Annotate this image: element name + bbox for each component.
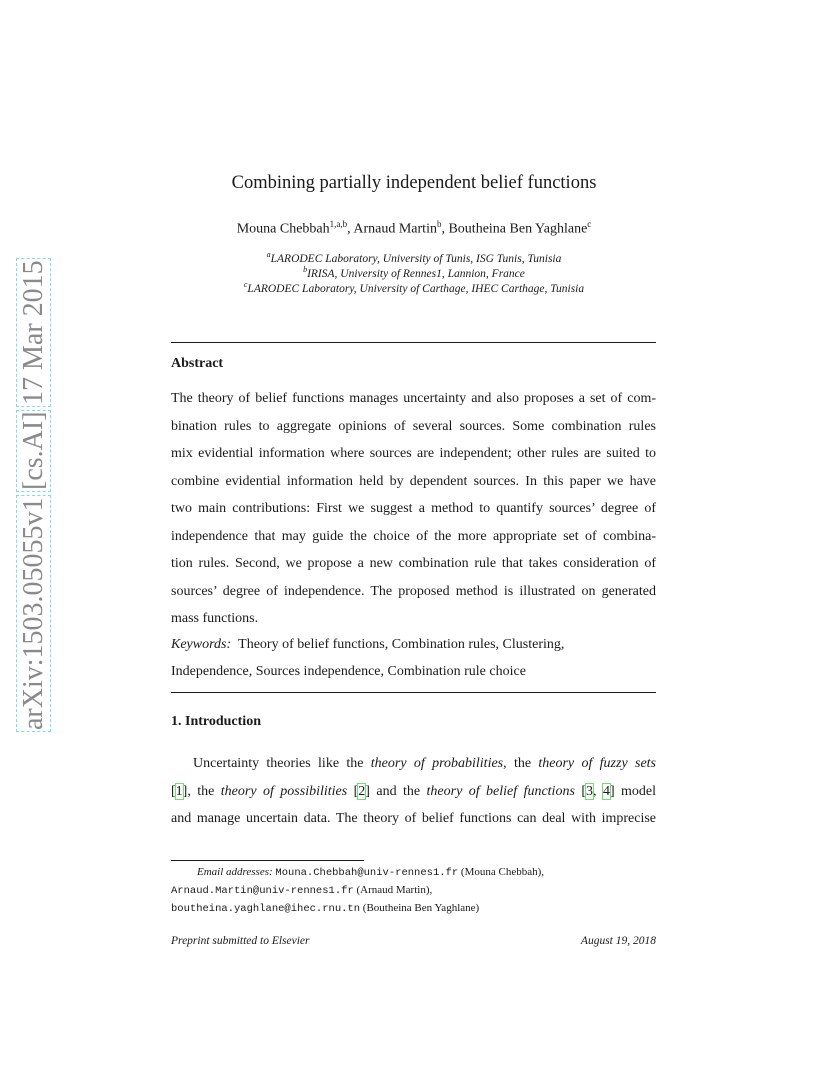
affiliation-a bbox=[0, 250, 828, 265]
author-sup: c bbox=[587, 219, 592, 229]
author-name: Boutheina Ben Yaghlane bbox=[448, 221, 588, 237]
paper-title: Combining partially independent belief functions bbox=[231, 173, 597, 193]
abstract-line: bination rules to aggregate opinions of several sources. Some combination rules bbox=[171, 418, 656, 434]
abstract-top-rule bbox=[171, 342, 656, 343]
abstract-line: combine evidential information held by dependent sources. In this paper we have bbox=[171, 473, 656, 489]
abstract-line: tion rules. Second, we propose a new combination rule that takes consideration of bbox=[171, 556, 656, 571]
arxiv-date: 17 Mar 2015 bbox=[18, 260, 49, 405]
introduction-body bbox=[171, 750, 656, 833]
footnote-label: Email addresses: bbox=[197, 866, 273, 878]
footnote bbox=[171, 864, 671, 918]
author-sup: 1,a,b bbox=[329, 219, 348, 229]
introduction-heading: 1. Introduction bbox=[171, 714, 261, 729]
footnote-name: (Mouna Chebbah), bbox=[460, 866, 544, 878]
abstract-line: mix evidential information where sources are independent; other rules are suited to bbox=[171, 446, 656, 461]
keywords bbox=[171, 631, 656, 685]
keywords-label: Keywords: bbox=[171, 637, 232, 652]
author-name: Arnaud Martin bbox=[353, 221, 437, 237]
abstract-line: sources’ degree of independence. The proposed method is illustrated on generated bbox=[171, 583, 656, 599]
abstract-line: independence that may guide the choice of the more appropriate set of combina- bbox=[171, 528, 656, 544]
citation-link-2[interactable]: 2 bbox=[358, 783, 366, 799]
arxiv-id[interactable]: arXiv:1503.05055v1 bbox=[18, 497, 49, 730]
affiliation-text: IRISA, University of Rennes1, Lannion, France bbox=[307, 267, 525, 280]
affiliation-sup: a bbox=[266, 250, 271, 259]
affiliation-text: LARODEC Laboratory, University of Tunis, ISG Tunis, Tunisia bbox=[270, 252, 562, 265]
abstract-heading: Abstract bbox=[171, 356, 224, 371]
author-name: Mouna Chebbah bbox=[236, 221, 330, 237]
footer-right: August 19, 2018 bbox=[580, 935, 656, 947]
email-link[interactable]: Mouna.Chebbah@univ-rennes1.fr bbox=[275, 867, 459, 879]
affiliation-b bbox=[0, 265, 828, 280]
footnote-name: (Boutheina Ben Yaghlane) bbox=[362, 902, 480, 914]
keywords-line: Theory of belief functions, Combination rules, Clustering, bbox=[238, 637, 565, 652]
affiliation-sup: b bbox=[303, 265, 308, 274]
abstract-body bbox=[171, 385, 656, 633]
abstract-line: two main contributions: First we suggest a method to quantify sources’ degree of bbox=[171, 501, 656, 516]
footer-left: Preprint submitted to Elsevier bbox=[171, 935, 310, 947]
author-list: Mouna Chebbah$^{1,a,b}$, Arnaud Martin$^b$, Boutheina Ben Yaghlane$^c$ bbox=[236, 219, 592, 237]
intro-line: Uncertainty theories like the theory of probabilities, the theory of fuzzy sets bbox=[193, 756, 656, 771]
abstract-line: The theory of belief functions manages uncertainty and also proposes a set of com- bbox=[171, 391, 656, 406]
email-link[interactable]: boutheina.yaghlane@ihec.rnu.tn bbox=[171, 903, 361, 915]
affiliation-text: LARODEC Laboratory, University of Carthage, IHEC Carthage, Tunisia bbox=[247, 282, 585, 295]
citation-link-4[interactable]: 4 bbox=[602, 783, 610, 799]
affiliation-sup: c bbox=[243, 280, 248, 289]
arxiv-stamp[interactable] bbox=[14, 258, 54, 732]
citation-link-1[interactable]: 1 bbox=[175, 783, 183, 799]
footnote-name: (Arnaud Martin), bbox=[356, 884, 433, 896]
affiliation-c bbox=[0, 280, 828, 295]
intro-line: and manage uncertain data. The theory of belief functions can deal with imprecise bbox=[171, 811, 656, 826]
footnote-rule bbox=[171, 860, 364, 861]
email-link[interactable]: Arnaud.Martin@univ-rennes1.fr bbox=[171, 885, 354, 897]
abstract-line: mass functions. bbox=[171, 611, 259, 626]
author-sup: b bbox=[436, 219, 442, 229]
abstract-bottom-rule bbox=[171, 692, 656, 693]
keywords-line: Independence, Sources independence, Combination rule choice bbox=[171, 664, 526, 679]
arxiv-category[interactable]: [cs.AI] bbox=[18, 411, 49, 491]
intro-line: [1], the theory of possibilities [2] and the theory of belief functions [3, 4] model bbox=[171, 783, 657, 799]
citation-link-3[interactable]: 3 bbox=[586, 783, 593, 799]
